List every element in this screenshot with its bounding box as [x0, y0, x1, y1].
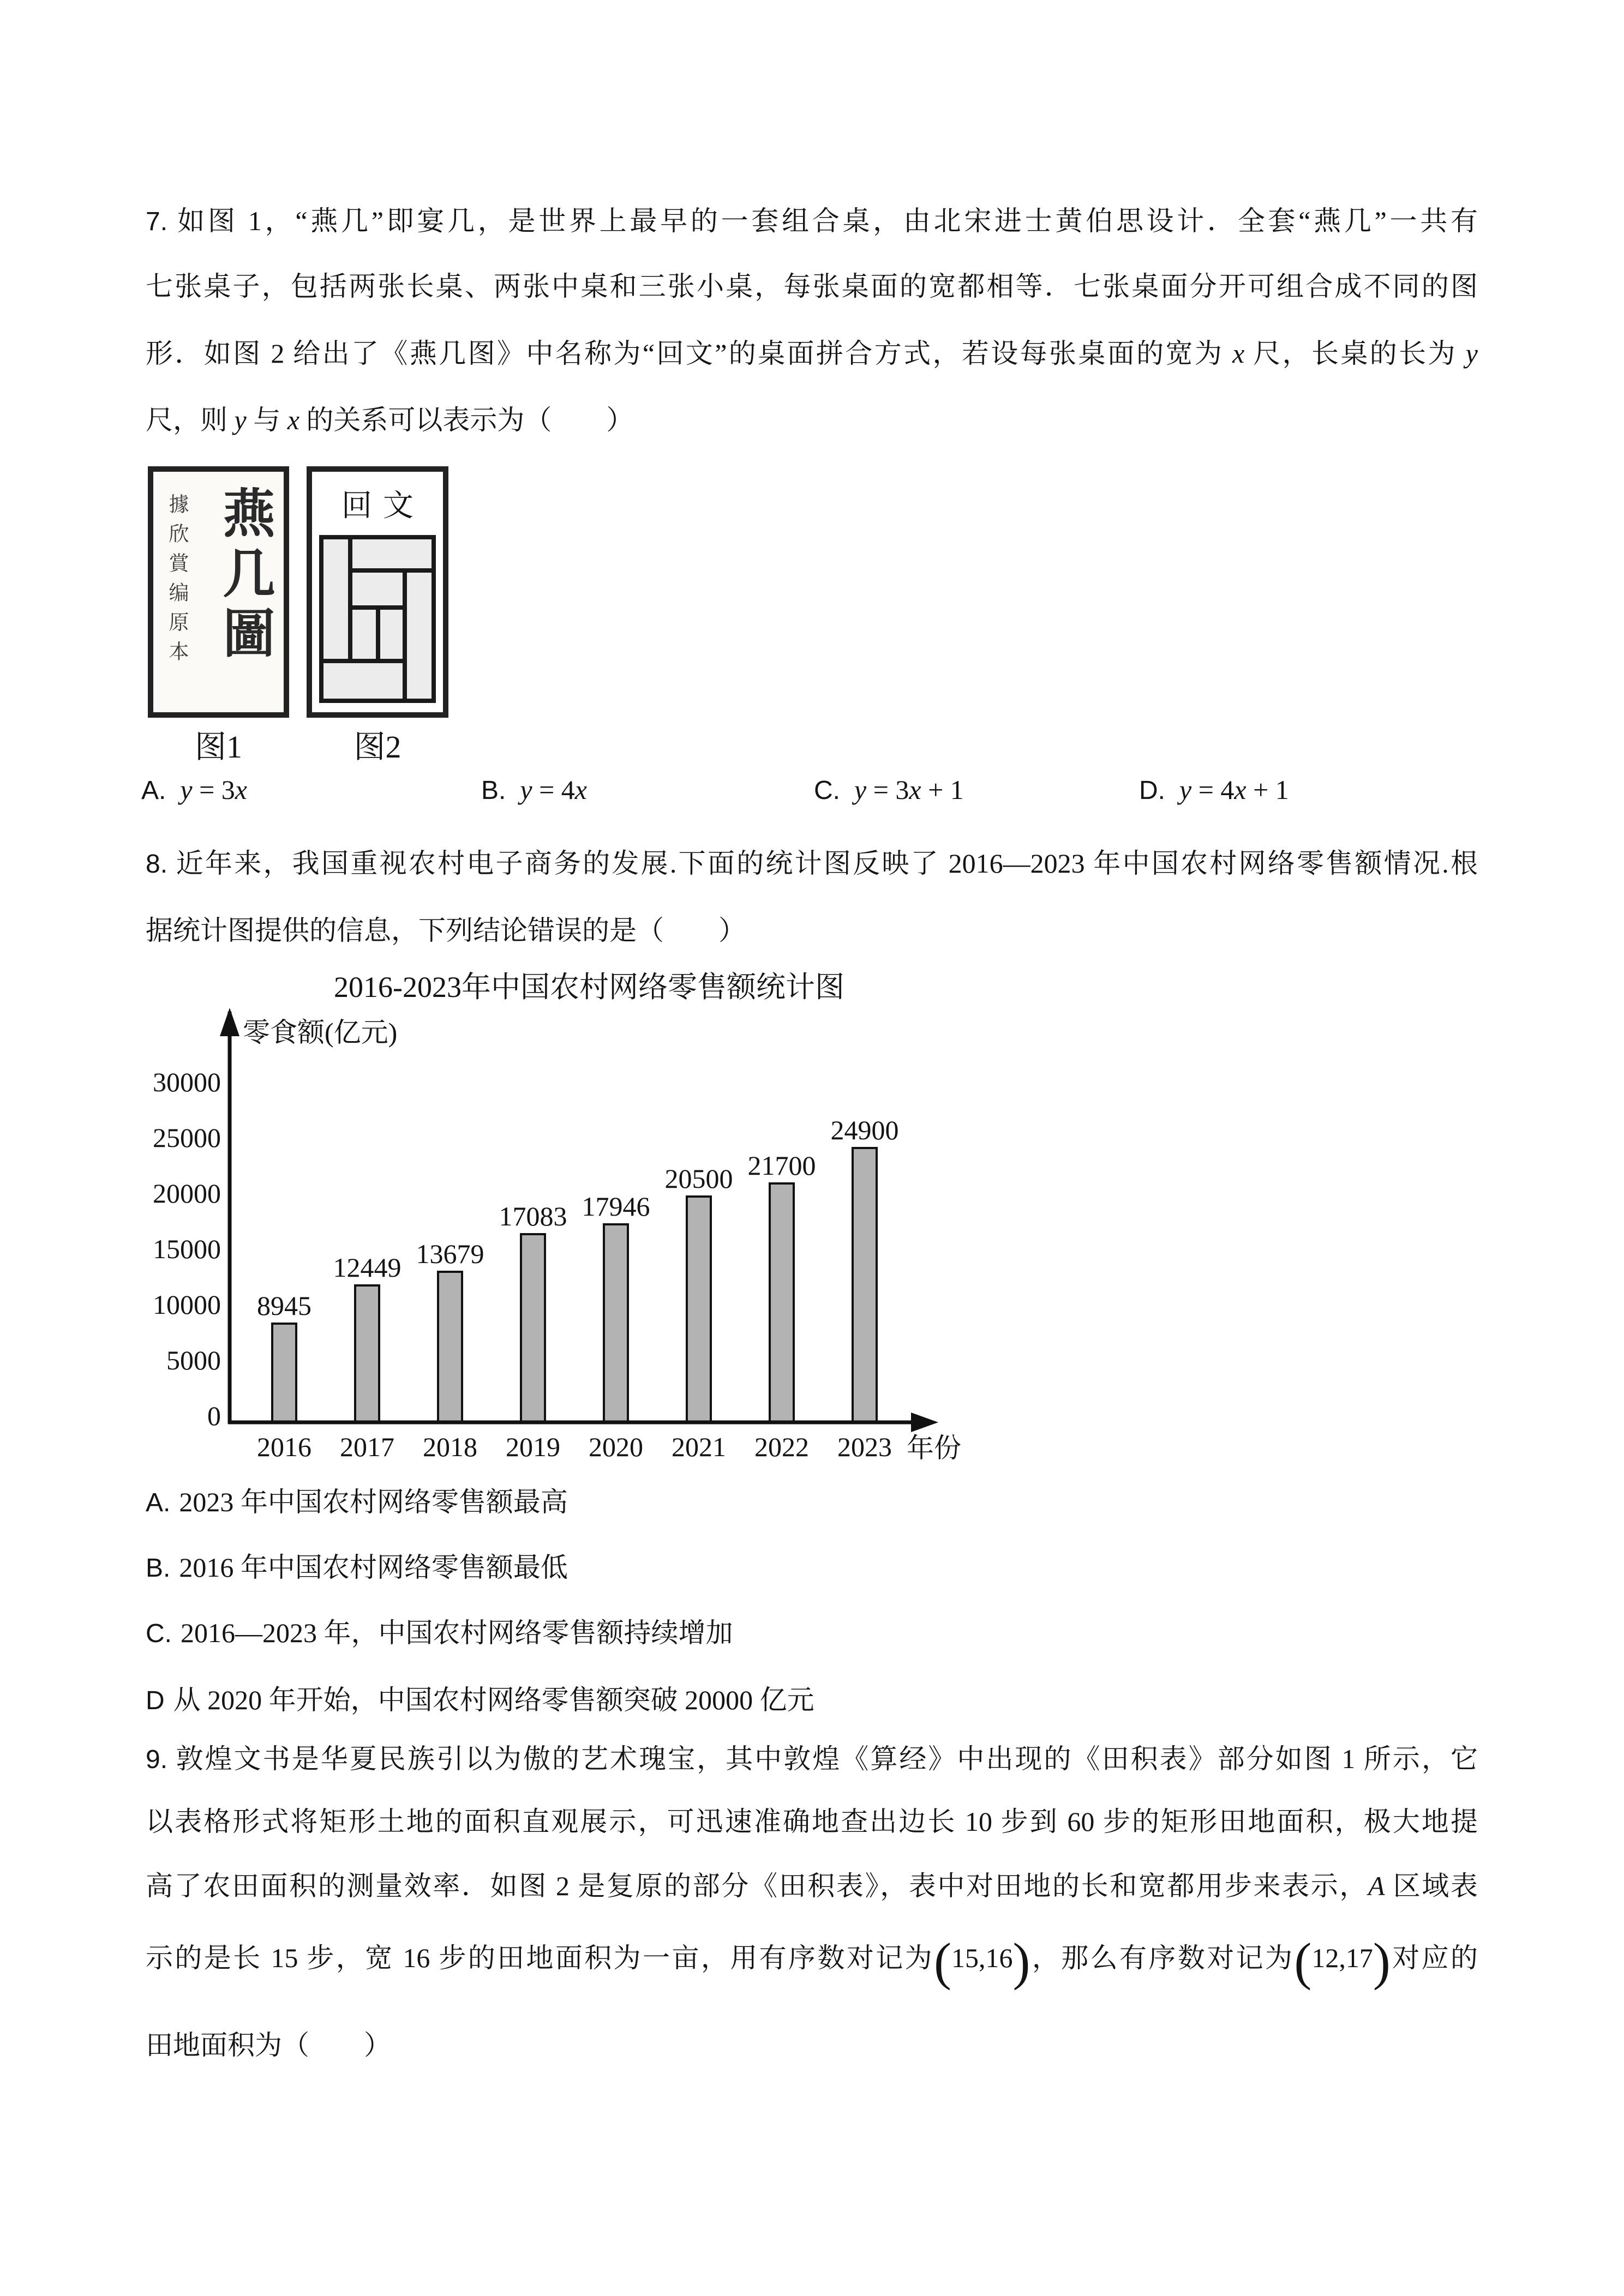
y-tick-20000: 20000 — [153, 1178, 221, 1209]
year-label-2021: 2021 — [672, 1432, 726, 1462]
value-label-2018: 13679 — [416, 1239, 484, 1269]
q7-option-c: C. y = 3x + 1 — [814, 774, 964, 805]
year-label-2016: 2016 — [257, 1432, 311, 1462]
year-label-2017: 2017 — [340, 1432, 394, 1462]
figure-2-title: 回文 — [341, 489, 424, 523]
bar-2021 — [687, 1197, 711, 1422]
question-9-line-5: 田地面积为（ ） — [146, 2030, 391, 2060]
figure-1-image — [148, 466, 289, 718]
q8-option-a: A. 2023 年中国农村网络零售额最高 — [146, 1487, 568, 1517]
table-piece-left — [321, 537, 350, 661]
bar-2022 — [770, 1183, 794, 1422]
y-tick-5000: 5000 — [166, 1345, 221, 1375]
q7-option-d: D. y = 4x + 1 — [1139, 774, 1289, 805]
question-9-line-2: 以表格形式将矩形土地的面积直观展示，可迅速准确地查出边长 10 步到 60 步的矩形田地面积，极大地提 — [146, 1806, 1478, 1837]
table-piece-middle — [350, 570, 405, 608]
figure-2-diagram — [307, 466, 448, 718]
figure-1-main-text: 燕几圖 — [215, 486, 274, 666]
y-tick-15000: 15000 — [153, 1234, 221, 1264]
value-label-2021: 20500 — [664, 1163, 733, 1194]
q7-option-a: A. y = 3x — [141, 774, 247, 805]
question-7-line-4: 尺，则 y 与 x 的关系可以表示为（ ） — [146, 405, 634, 435]
y-tick-10000: 10000 — [153, 1289, 221, 1320]
q7-option-b: B. y = 4x — [481, 774, 587, 805]
q8-option-b: B. 2016 年中国农村网络零售额最低 — [146, 1552, 568, 1583]
table-piece-bottom — [321, 661, 405, 701]
y-axis-arrow-icon — [220, 1008, 239, 1036]
year-label-2022: 2022 — [754, 1432, 809, 1462]
year-label-2018: 2018 — [423, 1432, 477, 1462]
question-9-line-4: 示的是长 15 步，宽 16 步的田地面积为一亩，用有序数对记为(15,16)，那么有序数对记为(12,17)对应的 — [146, 1932, 1478, 1991]
bar-2023 — [853, 1148, 877, 1422]
bar-2017 — [355, 1285, 379, 1422]
value-label-2022: 21700 — [747, 1150, 816, 1181]
question-8-line-2: 据统计图提供的信息，下列结论错误的是（ ） — [146, 915, 746, 946]
value-label-2020: 17946 — [582, 1191, 650, 1222]
question-7-line-3: 形．如图 2 给出了《燕几图》中名称为“回文”的桌面拼合方式，若设每张桌面的宽为 x 尺，长桌的长为 y — [146, 338, 1478, 369]
figure-1-side-text: 據欣賞编原本 — [165, 494, 188, 670]
value-label-2023: 24900 — [830, 1115, 899, 1145]
y-axis-label: 零食额(亿元) — [243, 1017, 398, 1048]
bar-2018 — [438, 1272, 462, 1422]
value-label-2019: 17083 — [499, 1201, 567, 1231]
y-tick-30000: 30000 — [153, 1067, 221, 1097]
table-piece-small-right — [378, 608, 405, 661]
year-label-2023: 2023 — [837, 1432, 892, 1462]
x-axis-arrow-icon — [911, 1413, 938, 1432]
table-piece-top — [350, 537, 434, 570]
question-7-line-1: 7. 如图 1，“燕几”即宴几，是世界上最早的一套组合桌，由北宋进士黄伯思设计．全套“燕几”一共有 — [146, 206, 1478, 236]
question-9-line-3: 高了农田面积的测量效率．如图 2 是复原的部分《田积表》，表中对田地的长和宽都用步来表示，A 区域表 — [146, 1871, 1478, 1901]
q8-option-d: D 从 2020 年开始，中国农村网络零售额突破 20000 亿元 — [146, 1685, 814, 1715]
bar-2016 — [272, 1324, 296, 1422]
year-label-2019: 2019 — [506, 1432, 560, 1462]
table-piece-small-left — [350, 608, 378, 661]
question-9-line-1: 9. 敦煌文书是华夏民族引以为傲的艺术瑰宝，其中敦煌《算经》中出现的《田积表》部分如图 1 所示，它 — [146, 1744, 1478, 1774]
x-axis-label: 年份 — [907, 1433, 961, 1463]
table-piece-right — [405, 570, 434, 701]
year-label-2020: 2020 — [589, 1432, 643, 1462]
figure-2-caption: 图2 — [353, 729, 401, 765]
value-label-2016: 8945 — [257, 1290, 311, 1321]
question-8-line-1: 8. 近年来，我国重视农村电子商务的发展.下面的统计图反映了 2016—2023 年中国农村网络零售额情况.根 — [146, 848, 1478, 879]
y-tick-25000: 25000 — [153, 1122, 221, 1153]
value-label-2017: 12449 — [333, 1252, 401, 1283]
chart-title: 2016-2023年中国农村网络零售额统计图 — [334, 971, 844, 1003]
bar-2019 — [521, 1234, 545, 1422]
question-7-line-2: 七张桌子，包括两张长桌、两张中桌和三张小桌，每张桌面的宽都相等．七张桌面分开可组合成不同的图 — [146, 271, 1478, 302]
y-tick-0: 0 — [207, 1401, 221, 1431]
bar-2020 — [604, 1224, 628, 1422]
q8-option-c: C. 2016—2023 年，中国农村网络零售额持续增加 — [146, 1618, 733, 1648]
figure-1-caption: 图1 — [194, 729, 242, 765]
